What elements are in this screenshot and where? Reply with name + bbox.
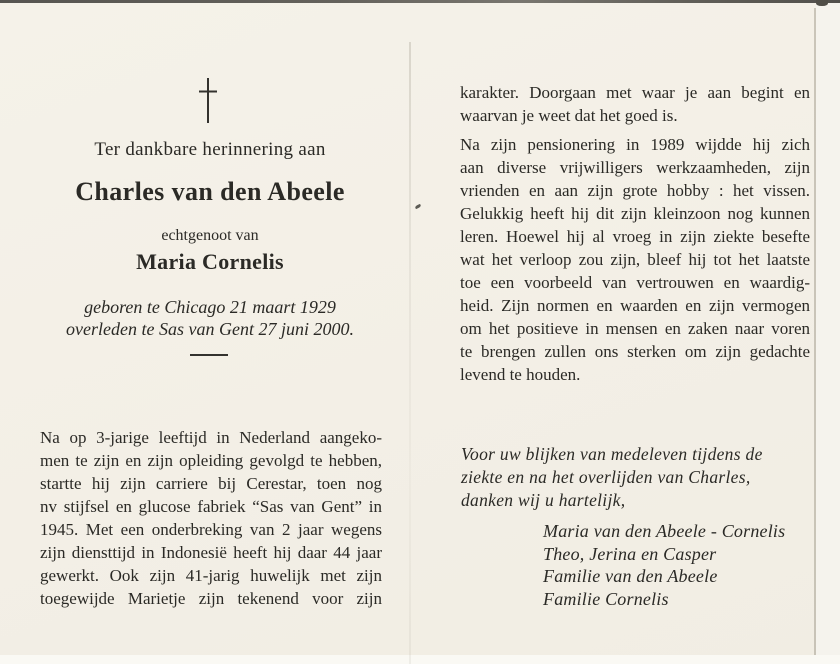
thanks-line: danken wij u hartelijk, (461, 490, 626, 510)
scan-bottom-margin (0, 655, 840, 664)
thanks-line: ziekte en na het overlijden van Charles, (461, 467, 751, 487)
scan-right-margin (816, 3, 840, 664)
scan-top-edge (0, 0, 840, 3)
divider-rule (190, 354, 228, 356)
scan-speck (415, 204, 422, 209)
right-paragraph-2 (460, 133, 810, 386)
intro-line: Ter dankbare herinnering aan (94, 139, 326, 160)
acknowledgement-text (461, 443, 813, 512)
body-line: toegewijde Marietje zijn tekenend voor zijn (40, 589, 382, 608)
life-dates (40, 296, 380, 340)
left-body-paragraph (40, 426, 382, 610)
body-line: toe een voorbeeld van vertrouwen en waardig- (460, 273, 810, 292)
body-line: heid. Zijn normen en waarden en zijn vermogen (460, 296, 810, 315)
deceased-name: Charles van den Abeele (75, 177, 345, 206)
signature-line: Maria van den Abeele - Cornelis (543, 521, 786, 541)
body-line: aan diverse vrijwilligers werkzaamheden, zijn (460, 158, 810, 177)
body-line: Gelukkig heeft hij dit zijn kleinzoon nog kunnen (460, 204, 810, 223)
body-line: wat het verloop zou zijn, bleef hij tot het laatste (460, 250, 810, 269)
body-line: karakter. Doorgaan met waar je aan begint en (460, 83, 810, 102)
thanks-line: Voor uw blijken van medeleven tijdens de (461, 444, 763, 464)
body-line: nv stijfsel en glucose fabriek “Sas van Gent” in (40, 497, 382, 516)
body-line: Na zijn pensionering in 1989 wijdde hij zich (460, 135, 810, 154)
signature-list (543, 520, 813, 610)
body-line: Na op 3-jarige leeftijd in Nederland aangeko- (40, 428, 382, 447)
right-body-text (460, 81, 810, 386)
body-line: zijn diensttijd in Indonesië heeft hij daar 44 jaar (40, 543, 382, 562)
card-right-edge (814, 8, 816, 664)
body-line: vrienden en aan zijn grote hobby : het vissen. (460, 181, 810, 200)
body-line: om het positieve in mensen en zaken naar voren (460, 319, 810, 338)
body-line: waarvan je weet dat het goed is. (460, 106, 678, 125)
card-fold-line (409, 42, 411, 664)
body-line: 1945. Met een onderbreking van 2 jaar wegens (40, 520, 382, 539)
signature-line: Familie Cornelis (543, 588, 669, 609)
relation-line: echtgenoot van (161, 227, 259, 244)
body-line: men te zijn en zijn opleiding gevolgd te hebben, (40, 451, 382, 470)
signature-line: Theo, Jerina en Casper (543, 543, 717, 564)
body-line: levend te houden. (460, 365, 581, 384)
birth-line: geboren te Chicago 21 maart 1929 (84, 297, 336, 317)
signature-line: Familie van den Abeele (543, 566, 718, 586)
scan-artifact (816, 0, 828, 6)
body-line: startte hij zijn carriere bij Cerestar, toen nog (40, 474, 382, 493)
cross-icon (197, 77, 219, 125)
body-line: leren. Hoewel hij al vroeg in zijn ziekte besefte (460, 227, 810, 246)
spouse-name: Maria Cornelis (136, 249, 284, 274)
right-paragraph-1 (460, 81, 810, 127)
body-line: te brengen zullen ons sterken om zijn gedachte (460, 342, 810, 361)
death-line: overleden te Sas van Gent 27 juni 2000. (66, 319, 354, 339)
body-line: gewerkt. Ook zijn 41-jarig huwelijk met zijn (40, 566, 382, 585)
